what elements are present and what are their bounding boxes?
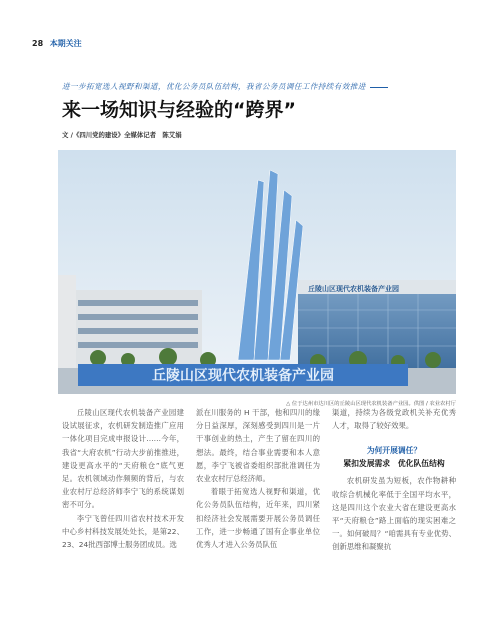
body-column-2: [196, 406, 320, 551]
paragraph: 丘陵山区现代农机装备产业园建设试展征求，农机研发制造推广应用一体化项目完成申报设计……今年，我省“大府农机”行动大步前推推进，建设更高水平的“天府粮仓”底气更足。农机领域动作频频的背后，与农业农村厅总经济师李宁飞的系统谋划密不可分。: [62, 408, 184, 510]
subhead-question: 为何开展调任？: [366, 446, 422, 456]
article-kicker: 进一步拓宽选人视野和渠道，优化公务员队伍结构，我省公务员调任工作持续有效推进: [62, 81, 442, 92]
section-label: 本期关注: [49, 39, 82, 48]
park-sign: 丘陵山区现代农机装备产业园: [152, 368, 334, 384]
paragraph: 李宁飞曾任四川省农村技术开发中心乡村科技发展处处长，是第22、23、24批西部博士服务团成员。选: [62, 513, 184, 550]
subhead-answer: 紧扣发展需求 优化队伍结构: [343, 459, 445, 469]
paragraph: 农机研发虽为短板，农作物耕种收综合机械化率低于全国平均水平，这是四川这个农业大省在建设更高水平“天府粮仓”路上面临的现实困难之一。如何破局？“咱需具有专业优势、创新思维和凝聚抗: [332, 476, 456, 552]
page-number: 28: [32, 39, 44, 48]
article-title: 来一场知识与经验的“跨界”: [62, 99, 296, 121]
paragraph: 派在川服务的 H 干部，他和四川的缘分日益深厚，深刻感受到四川是一片干事创业的热土，产生了留在四川的想法。最终，结合事业需要和本人意愿，李宁飞被省委组织部批准调任为农业农村厅总经济师。: [196, 408, 320, 484]
feature-photo: [58, 150, 456, 394]
paragraph: 渠道，持续为各级党政机关补充优秀人才，取得了较好效果。: [332, 408, 456, 431]
body-column-1: [62, 406, 184, 551]
paragraph: 着眼于拓宽选人视野和渠道，优化公务员队伍结构，近年来，四川紧扣经济社会发展需要开展公务员调任工作，进一步畅通了国有企事业单位优秀人才进入公务员队伍: [196, 487, 320, 550]
running-header: [32, 38, 82, 49]
article-byline: 文 /《四川党的建设》全媒体记者 陈艾娟: [62, 131, 182, 139]
body-column-3: [332, 406, 456, 554]
photo-caption: △ 位于达州市达川区的丘陵山区现代农机装备产业园。供图 / 农业农村厅: [286, 401, 456, 407]
building-sign: 丘陵山区现代农机装备产业园: [308, 285, 399, 293]
